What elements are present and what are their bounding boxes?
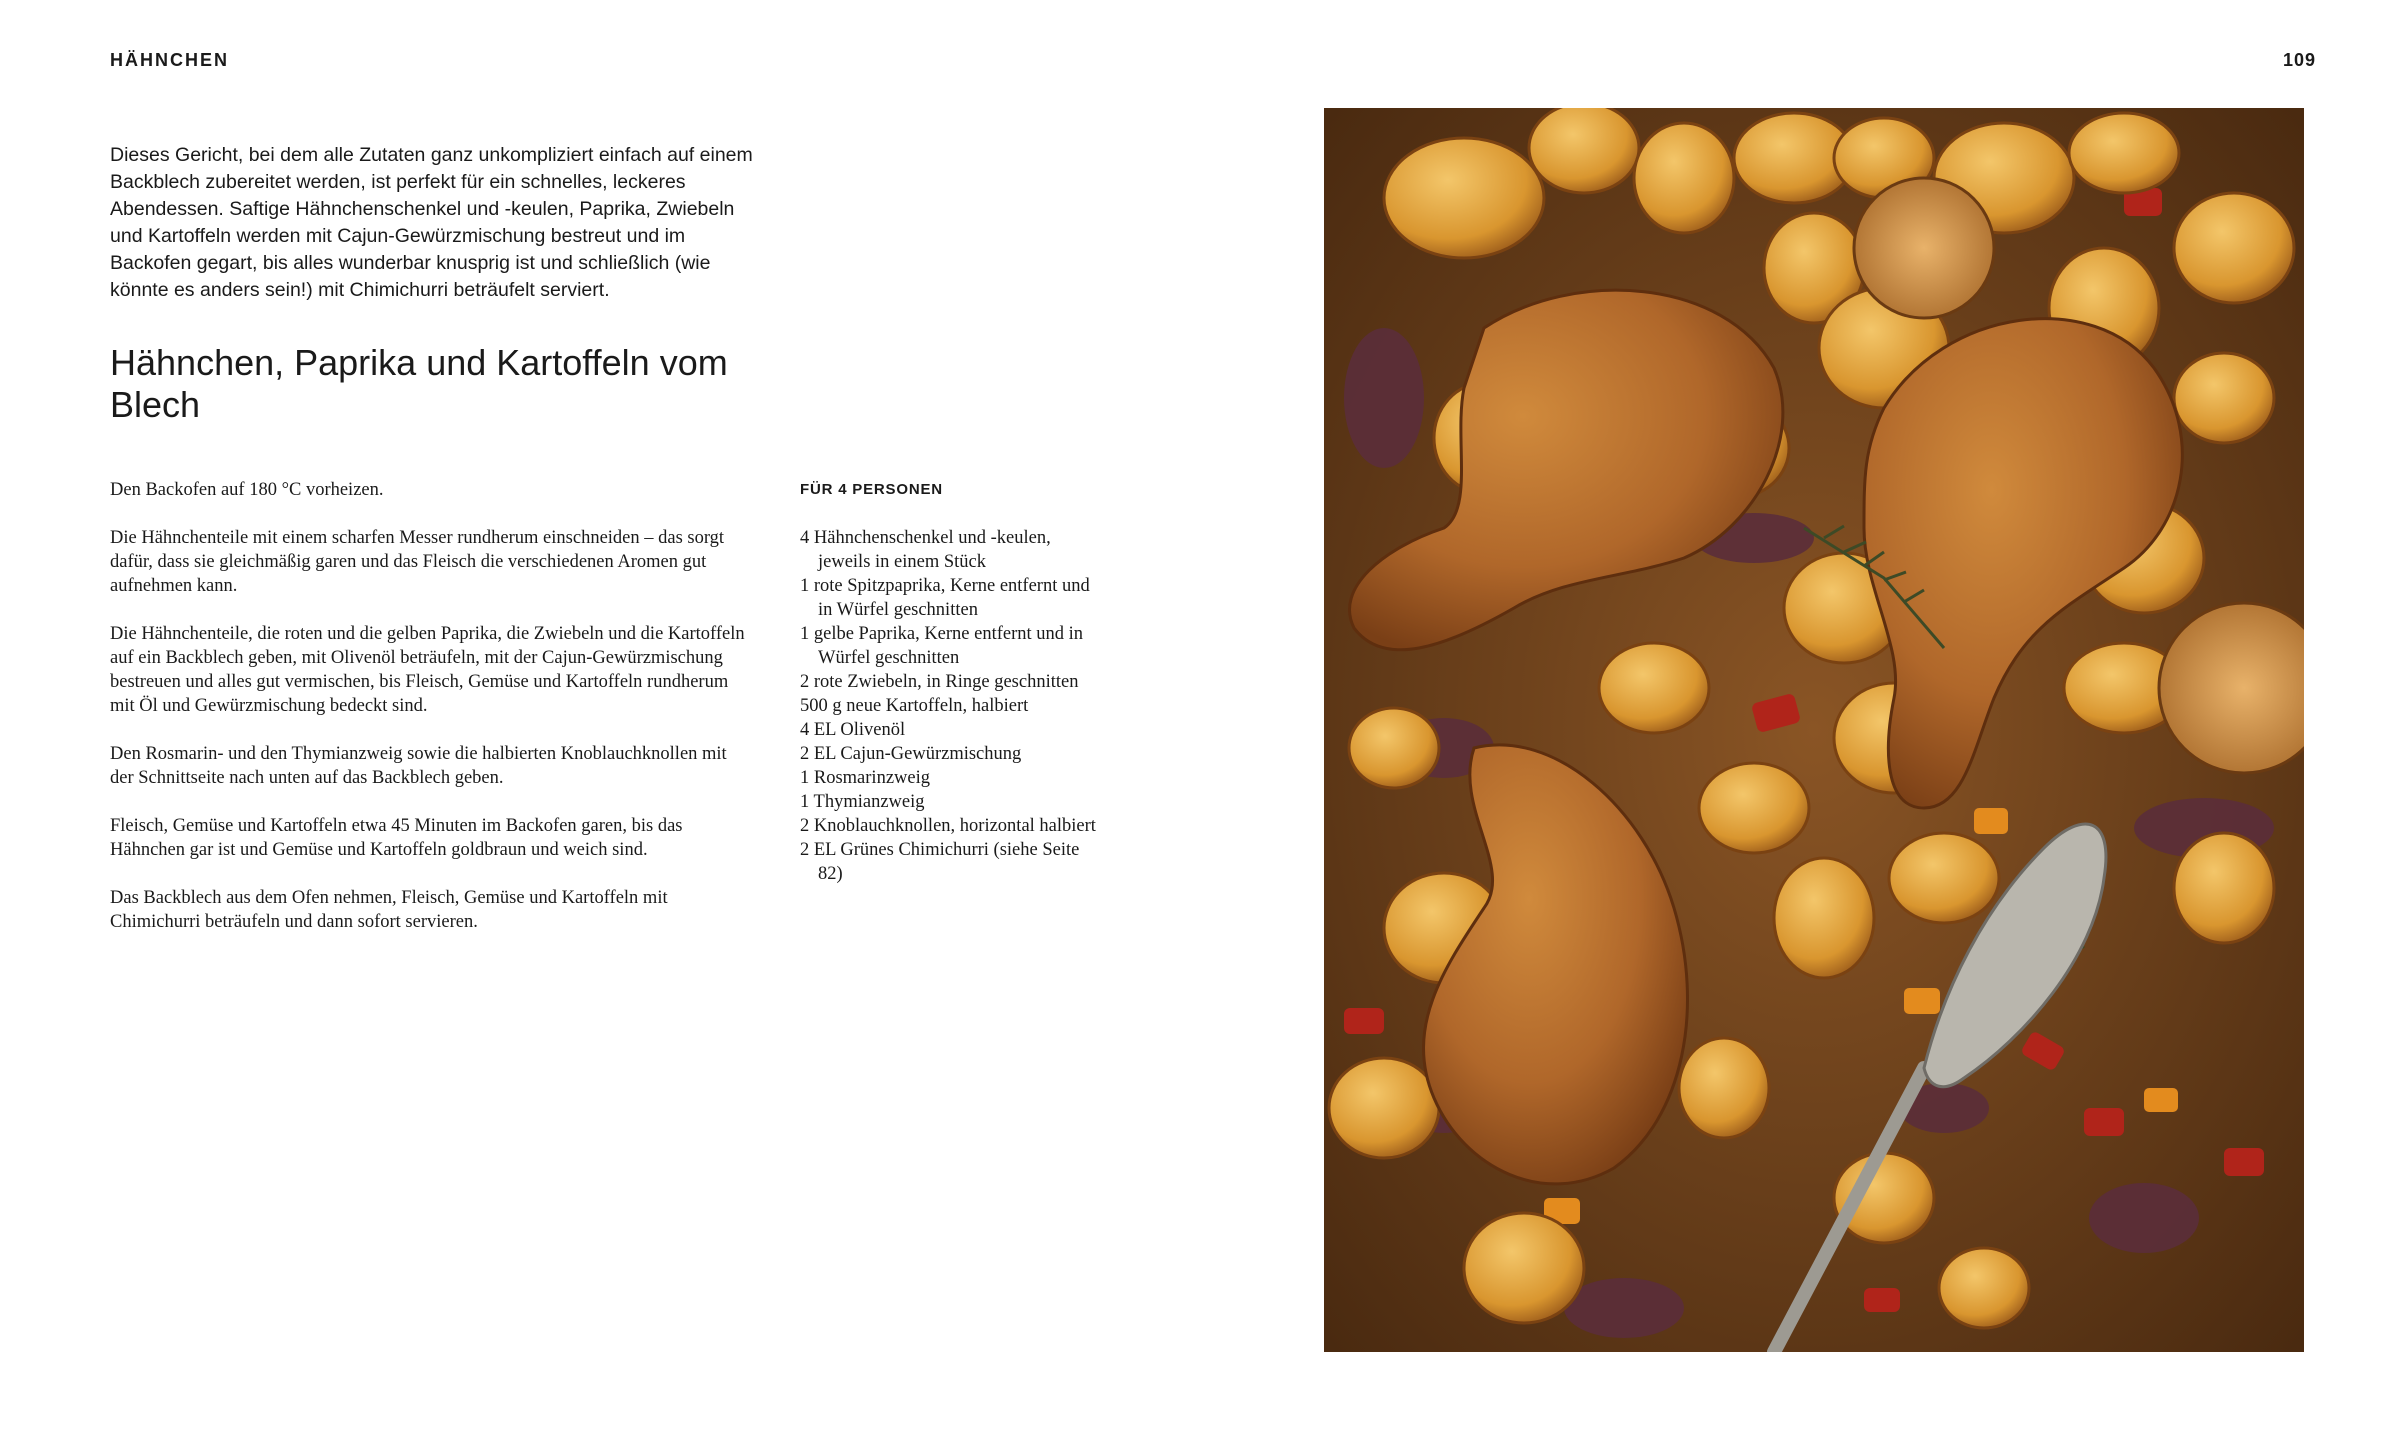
servings-label: FÜR 4 PERSONEN — [800, 481, 943, 498]
method-step: Die Hähnchenteile, die roten und die gelben Paprika, die Zwiebeln und die Kartoffeln auf ein Backblech geben, mit Olivenöl beträufeln, mit der Cajun-Gewürzmischung bestreuen und alles gut vermischen, bis Fleisch, Gemüse und Kartoffeln rundherum mit Öl und Gewürzmischung bedeckt sind. — [110, 624, 745, 716]
ingredient-item: 500 g neue Kartoffeln, halbiert — [800, 696, 1029, 716]
ingredient-item: 2 EL Cajun-Gewürzmischung — [800, 744, 1022, 764]
section-label: HÄHNCHEN — [110, 50, 229, 70]
recipe-title: Hähnchen, Paprika und Kartoffeln vom Blech — [110, 342, 728, 425]
ingredient-list — [800, 526, 1100, 886]
page-number: 109 — [2282, 50, 2316, 70]
ingredient-item: 1 rote Spitzpaprika, Kerne entfernt und in Würfel geschnitten — [800, 576, 1090, 620]
ingredient-item: 2 Knoblauchknollen, horizontal halbiert — [800, 816, 1096, 836]
ingredient-item: 1 gelbe Paprika, Kerne entfernt und in Würfel geschnitten — [800, 624, 1084, 668]
ingredients-panel — [800, 478, 1100, 886]
method-step: Den Rosmarin- und den Thymianzweig sowie die halbierten Knoblauchknollen mit der Schnittseite nach unten auf das Backblech geben. — [110, 744, 727, 788]
method-step: Das Backblech aus dem Ofen nehmen, Fleisch, Gemüse und Kartoffeln mit Chimichurri beträufeln und dann sofort servieren. — [110, 888, 668, 932]
intro-paragraph: Dieses Gericht, bei dem alle Zutaten ganz unkompliziert einfach auf einem Backblech zubereitet werden, ist perfekt für ein schnelles, leckeres Abendessen. Saftige Hähnchenschenkel und -keulen, Paprika, Zwiebeln und Kartoffeln werden mit Cajun-Gewürzmischung bestreut und im Backofen gegart, bis alles wunderbar knusprig ist und schließlich (wie könnte es anders sein!) mit Chimichurri beträufelt serviert. — [110, 144, 753, 301]
method-step: Den Backofen auf 180 °C vorheizen. — [110, 480, 384, 500]
ingredient-item: 4 Hähnchenschenkel und -keulen, jeweils in einem Stück — [800, 528, 1051, 572]
method-step: Fleisch, Gemüse und Kartoffeln etwa 45 Minuten im Backofen garen, bis das Hähnchen gar ist und Gemüse und Kartoffeln goldbraun und weich sind. — [110, 816, 683, 860]
ingredient-item: 2 EL Grünes Chimichurri (siehe Seite 82) — [800, 840, 1080, 884]
ingredient-item: 2 rote Zwiebeln, in Ringe geschnitten — [800, 672, 1079, 692]
method-steps — [110, 478, 750, 958]
dish-photo — [1324, 108, 2304, 1352]
ingredient-item: 1 Rosmarinzweig — [800, 768, 930, 788]
dish-illustration — [1324, 108, 2304, 1352]
ingredient-item: 4 EL Olivenöl — [800, 720, 906, 740]
method-step: Die Hähnchenteile mit einem scharfen Messer rundherum einschneiden – das sorgt dafür, dass sie gleichmäßig garen und das Fleisch die verschiedenen Aromen gut aufnehmen kann. — [110, 528, 725, 596]
ingredient-item: 1 Thymianzweig — [800, 792, 925, 812]
